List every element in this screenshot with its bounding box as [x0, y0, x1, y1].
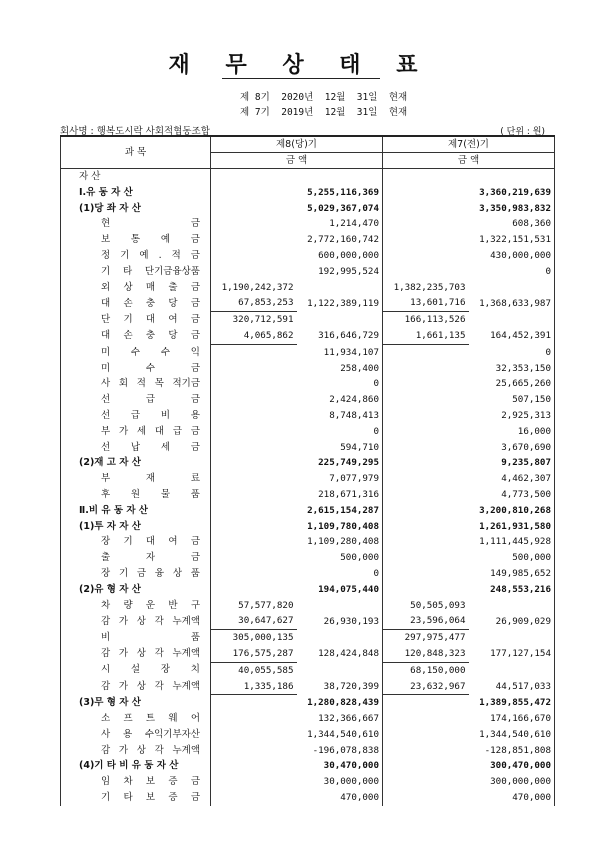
- table-row: [61, 487, 555, 503]
- account-label: (2)재 고 자 산: [61, 455, 211, 471]
- prior-total-amount: 507,150: [469, 392, 555, 408]
- table-row: [61, 344, 555, 360]
- prior-total-amount: 25,665,260: [469, 376, 555, 392]
- account-label: 부 가 세 대 급 금: [61, 424, 211, 440]
- prior-total-amount: [469, 598, 555, 614]
- account-label: 선 납 세 금: [61, 440, 211, 456]
- table-row: [61, 312, 555, 328]
- period-prior: 제 7기 2019년 12월 31일 현재: [240, 107, 408, 118]
- current-detail-amount: [211, 455, 297, 471]
- table-row: [61, 295, 555, 311]
- table-body: [61, 169, 555, 806]
- prior-detail-amount: [383, 455, 469, 471]
- company-name: 회사명 : 행복도시락 사회적협동조합: [60, 126, 210, 137]
- current-detail-amount: 1,335,186: [211, 679, 297, 695]
- table-row: [61, 232, 555, 248]
- current-detail-amount: 1,190,242,372: [211, 280, 297, 296]
- table-row: [61, 264, 555, 280]
- current-total-amount: 194,075,440: [297, 582, 383, 598]
- table-row: [61, 613, 555, 629]
- prior-detail-amount: [383, 727, 469, 743]
- prior-total-amount: 44,517,033: [469, 679, 555, 695]
- document-title: 재 무 상 태 표: [168, 53, 432, 78]
- current-total-amount: [297, 312, 383, 328]
- prior-total-amount: 500,000: [469, 550, 555, 566]
- account-label: 임 차 보 증 금: [61, 774, 211, 790]
- current-total-amount: 132,366,667: [297, 711, 383, 727]
- account-label: 보 통 예 금: [61, 232, 211, 248]
- prior-detail-amount: 23,632,967: [383, 679, 469, 695]
- current-detail-amount: [211, 264, 297, 280]
- table-row: [61, 774, 555, 790]
- table-row: [61, 248, 555, 264]
- account-label: 장 기 대 여 금: [61, 534, 211, 550]
- header-amount-current: 금 액: [211, 153, 383, 169]
- prior-total-amount: 470,000: [469, 790, 555, 806]
- prior-detail-amount: [383, 487, 469, 503]
- header-current-period: 제8(당)기: [211, 136, 383, 153]
- prior-detail-amount: [383, 790, 469, 806]
- account-label: 사 회 적 목 적기금: [61, 376, 211, 392]
- table-row: [61, 519, 555, 535]
- prior-total-amount: 0: [469, 264, 555, 280]
- current-detail-amount: [211, 376, 297, 392]
- current-detail-amount: [211, 201, 297, 217]
- table-row: [61, 727, 555, 743]
- table-row: [61, 361, 555, 377]
- table-row: [61, 440, 555, 456]
- table-row: [61, 758, 555, 774]
- prior-total-amount: 3,360,219,639: [469, 185, 555, 201]
- current-total-amount: [297, 280, 383, 296]
- prior-detail-amount: [383, 248, 469, 264]
- account-label: 감 가 상 각 누계액: [61, 646, 211, 662]
- account-label: 장 기 금 융 상 품: [61, 566, 211, 582]
- current-total-amount: 2,772,160,742: [297, 232, 383, 248]
- table-row: [61, 711, 555, 727]
- prior-total-amount: 1,322,151,531: [469, 232, 555, 248]
- current-detail-amount: [211, 169, 297, 185]
- prior-total-amount: [469, 312, 555, 328]
- current-total-amount: 218,671,316: [297, 487, 383, 503]
- current-detail-amount: [211, 185, 297, 201]
- prior-total-amount: 9,235,807: [469, 455, 555, 471]
- current-detail-amount: [211, 582, 297, 598]
- prior-total-amount: 1,344,540,610: [469, 727, 555, 743]
- prior-total-amount: 1,111,445,928: [469, 534, 555, 550]
- account-label: 현 금: [61, 216, 211, 232]
- prior-detail-amount: [383, 758, 469, 774]
- prior-detail-amount: [383, 392, 469, 408]
- account-label: 비 품: [61, 630, 211, 646]
- prior-total-amount: 164,452,391: [469, 328, 555, 344]
- table-row: [61, 455, 555, 471]
- table-row: [61, 630, 555, 646]
- prior-detail-amount: 68,150,000: [383, 662, 469, 678]
- account-label: (1)투 자 자 산: [61, 519, 211, 535]
- current-total-amount: 5,255,116,369: [297, 185, 383, 201]
- current-total-amount: 30,000,000: [297, 774, 383, 790]
- current-detail-amount: [211, 216, 297, 232]
- table-row: [61, 566, 555, 582]
- prior-detail-amount: 120,848,323: [383, 646, 469, 662]
- current-total-amount: 1,109,280,408: [297, 534, 383, 550]
- current-total-amount: 1,109,780,408: [297, 519, 383, 535]
- account-label: 미 수 수 익: [61, 344, 211, 360]
- prior-detail-amount: [383, 216, 469, 232]
- current-detail-amount: [211, 774, 297, 790]
- current-detail-amount: [211, 695, 297, 711]
- current-total-amount: 594,710: [297, 440, 383, 456]
- prior-total-amount: 3,350,983,832: [469, 201, 555, 217]
- account-label: (3)무 형 자 산: [61, 695, 211, 711]
- current-total-amount: 30,470,000: [297, 758, 383, 774]
- table-row: [61, 408, 555, 424]
- prior-detail-amount: [383, 344, 469, 360]
- table-row: [61, 662, 555, 678]
- current-total-amount: 0: [297, 376, 383, 392]
- prior-total-amount: 0: [469, 344, 555, 360]
- current-detail-amount: [211, 408, 297, 424]
- prior-detail-amount: [383, 774, 469, 790]
- current-total-amount: 1,280,828,439: [297, 695, 383, 711]
- current-total-amount: 38,720,399: [297, 679, 383, 695]
- prior-total-amount: 149,985,652: [469, 566, 555, 582]
- table-row: [61, 471, 555, 487]
- current-detail-amount: [211, 344, 297, 360]
- account-label: 선 급 비 용: [61, 408, 211, 424]
- prior-detail-amount: [383, 566, 469, 582]
- current-detail-amount: [211, 487, 297, 503]
- current-detail-amount: 67,853,253: [211, 295, 297, 311]
- prior-detail-amount: [383, 582, 469, 598]
- prior-detail-amount: [383, 550, 469, 566]
- account-label: 출 자 금: [61, 550, 211, 566]
- table-row: [61, 598, 555, 614]
- current-total-amount: [297, 630, 383, 646]
- current-total-amount: 500,000: [297, 550, 383, 566]
- prior-detail-amount: [383, 503, 469, 519]
- prior-detail-amount: [383, 264, 469, 280]
- account-label: 감 가 상 각 누계액: [61, 613, 211, 629]
- table-row: [61, 185, 555, 201]
- current-total-amount: 600,000,000: [297, 248, 383, 264]
- current-total-amount: 2,424,860: [297, 392, 383, 408]
- prior-total-amount: 26,909,029: [469, 613, 555, 629]
- current-detail-amount: 176,575,287: [211, 646, 297, 662]
- current-total-amount: 1,214,470: [297, 216, 383, 232]
- account-label: 소 프 트 웨 어: [61, 711, 211, 727]
- prior-detail-amount: [383, 185, 469, 201]
- period-current: 제 8기 2020년 12월 31일 현재: [240, 92, 408, 103]
- table-row: [61, 169, 555, 185]
- current-total-amount: 0: [297, 424, 383, 440]
- table-row: [61, 328, 555, 344]
- prior-total-amount: 1,261,931,580: [469, 519, 555, 535]
- prior-detail-amount: 50,505,093: [383, 598, 469, 614]
- prior-detail-amount: [383, 695, 469, 711]
- prior-total-amount: 2,925,313: [469, 408, 555, 424]
- current-total-amount: 7,077,979: [297, 471, 383, 487]
- account-label: 선 급 금: [61, 392, 211, 408]
- account-label: 자 산: [61, 169, 211, 185]
- current-total-amount: [297, 662, 383, 678]
- prior-detail-amount: [383, 361, 469, 377]
- current-detail-amount: 320,712,591: [211, 312, 297, 328]
- current-detail-amount: [211, 790, 297, 806]
- prior-total-amount: 174,166,670: [469, 711, 555, 727]
- current-detail-amount: [211, 232, 297, 248]
- table-row: [61, 503, 555, 519]
- current-detail-amount: [211, 440, 297, 456]
- table-row: [61, 695, 555, 711]
- account-label: 대 손 충 당 금: [61, 328, 211, 344]
- account-label: 대 손 충 당 금: [61, 295, 211, 311]
- prior-detail-amount: [383, 232, 469, 248]
- current-detail-amount: [211, 566, 297, 582]
- header-account: 과 목: [61, 136, 211, 169]
- current-detail-amount: 4,065,862: [211, 328, 297, 344]
- account-label: 후 원 물 품: [61, 487, 211, 503]
- table-row: [61, 392, 555, 408]
- table-row: [61, 424, 555, 440]
- current-total-amount: 5,029,367,074: [297, 201, 383, 217]
- account-label: 단 기 대 여 금: [61, 312, 211, 328]
- table-row: [61, 216, 555, 232]
- current-total-amount: [297, 169, 383, 185]
- current-detail-amount: 40,055,585: [211, 662, 297, 678]
- prior-total-amount: 1,389,855,472: [469, 695, 555, 711]
- current-detail-amount: [211, 550, 297, 566]
- current-total-amount: 258,400: [297, 361, 383, 377]
- prior-detail-amount: [383, 743, 469, 759]
- prior-detail-amount: 23,596,064: [383, 613, 469, 629]
- account-label: 시 설 장 치: [61, 662, 211, 678]
- table-row: [61, 534, 555, 550]
- current-detail-amount: [211, 519, 297, 535]
- account-label: 정 기 예 . 적 금: [61, 248, 211, 264]
- current-total-amount: 1,122,389,119: [297, 295, 383, 311]
- table-row: [61, 376, 555, 392]
- current-detail-amount: [211, 361, 297, 377]
- prior-detail-amount: [383, 408, 469, 424]
- prior-total-amount: 3,670,690: [469, 440, 555, 456]
- table-row: [61, 790, 555, 806]
- current-total-amount: 1,344,540,610: [297, 727, 383, 743]
- current-detail-amount: 57,577,820: [211, 598, 297, 614]
- header-prior-period: 제7(전)기: [383, 136, 555, 153]
- current-total-amount: 128,424,848: [297, 646, 383, 662]
- table-row: [61, 743, 555, 759]
- current-total-amount: 0: [297, 566, 383, 582]
- prior-total-amount: 248,553,216: [469, 582, 555, 598]
- prior-detail-amount: [383, 534, 469, 550]
- account-label: 외 상 매 출 금: [61, 280, 211, 296]
- prior-detail-amount: 1,382,235,703: [383, 280, 469, 296]
- prior-detail-amount: [383, 440, 469, 456]
- account-label: (1)당 좌 자 산: [61, 201, 211, 217]
- balance-sheet-table: [60, 135, 555, 806]
- current-detail-amount: 305,000,135: [211, 630, 297, 646]
- current-total-amount: 11,934,107: [297, 344, 383, 360]
- account-label: (2)유 형 자 산: [61, 582, 211, 598]
- prior-detail-amount: 166,113,526: [383, 312, 469, 328]
- table-row: [61, 646, 555, 662]
- prior-total-amount: 4,773,500: [469, 487, 555, 503]
- account-label: (4)기 타 비 유 동 자 산: [61, 758, 211, 774]
- prior-total-amount: [469, 280, 555, 296]
- current-total-amount: 225,749,295: [297, 455, 383, 471]
- prior-total-amount: 1,368,633,987: [469, 295, 555, 311]
- account-label: 감 가 상 각 누계액: [61, 743, 211, 759]
- account-label: 사 용 수익기부자산: [61, 727, 211, 743]
- prior-total-amount: [469, 169, 555, 185]
- prior-total-amount: 3,200,810,268: [469, 503, 555, 519]
- account-label: 부 재 료: [61, 471, 211, 487]
- account-label: 감 가 상 각 누계액: [61, 679, 211, 695]
- current-detail-amount: [211, 248, 297, 264]
- table-row: [61, 280, 555, 296]
- prior-total-amount: 300,000,000: [469, 774, 555, 790]
- current-total-amount: 470,000: [297, 790, 383, 806]
- current-total-amount: 192,995,524: [297, 264, 383, 280]
- current-detail-amount: [211, 727, 297, 743]
- prior-detail-amount: 1,661,135: [383, 328, 469, 344]
- account-label: 미 수 금: [61, 361, 211, 377]
- header-amount-prior: 금 액: [383, 153, 555, 169]
- current-total-amount: -196,078,838: [297, 743, 383, 759]
- current-detail-amount: [211, 758, 297, 774]
- prior-total-amount: 430,000,000: [469, 248, 555, 264]
- current-detail-amount: [211, 711, 297, 727]
- current-total-amount: 2,615,154,287: [297, 503, 383, 519]
- prior-detail-amount: [383, 471, 469, 487]
- prior-total-amount: 300,470,000: [469, 758, 555, 774]
- current-detail-amount: [211, 392, 297, 408]
- account-label: 기 타 보 증 금: [61, 790, 211, 806]
- current-detail-amount: [211, 503, 297, 519]
- prior-detail-amount: [383, 201, 469, 217]
- prior-detail-amount: [383, 519, 469, 535]
- prior-total-amount: [469, 630, 555, 646]
- prior-detail-amount: 13,601,716: [383, 295, 469, 311]
- prior-total-amount: [469, 662, 555, 678]
- current-total-amount: 26,930,193: [297, 613, 383, 629]
- prior-total-amount: -128,851,808: [469, 743, 555, 759]
- current-detail-amount: 30,647,627: [211, 613, 297, 629]
- prior-total-amount: 608,360: [469, 216, 555, 232]
- current-detail-amount: [211, 471, 297, 487]
- current-total-amount: [297, 598, 383, 614]
- prior-total-amount: 4,462,307: [469, 471, 555, 487]
- table-row: [61, 679, 555, 695]
- account-label: Ⅰ.유 동 자 산: [61, 185, 211, 201]
- table-row: [61, 201, 555, 217]
- table-row: [61, 582, 555, 598]
- table-row: [61, 550, 555, 566]
- current-total-amount: 8,748,413: [297, 408, 383, 424]
- prior-total-amount: 177,127,154: [469, 646, 555, 662]
- account-label: 차 량 운 반 구: [61, 598, 211, 614]
- current-total-amount: 316,646,729: [297, 328, 383, 344]
- current-detail-amount: [211, 534, 297, 550]
- prior-detail-amount: [383, 711, 469, 727]
- current-detail-amount: [211, 424, 297, 440]
- prior-detail-amount: 297,975,477: [383, 630, 469, 646]
- title-underline: [222, 78, 380, 79]
- account-label: 기 타 단기금융상품: [61, 264, 211, 280]
- account-label: Ⅱ.비 유 동 자 산: [61, 503, 211, 519]
- current-detail-amount: [211, 743, 297, 759]
- prior-detail-amount: [383, 169, 469, 185]
- unit-label: ( 단위 : 원): [500, 127, 545, 137]
- prior-detail-amount: [383, 376, 469, 392]
- prior-total-amount: 32,353,150: [469, 361, 555, 377]
- prior-detail-amount: [383, 424, 469, 440]
- prior-total-amount: 16,000: [469, 424, 555, 440]
